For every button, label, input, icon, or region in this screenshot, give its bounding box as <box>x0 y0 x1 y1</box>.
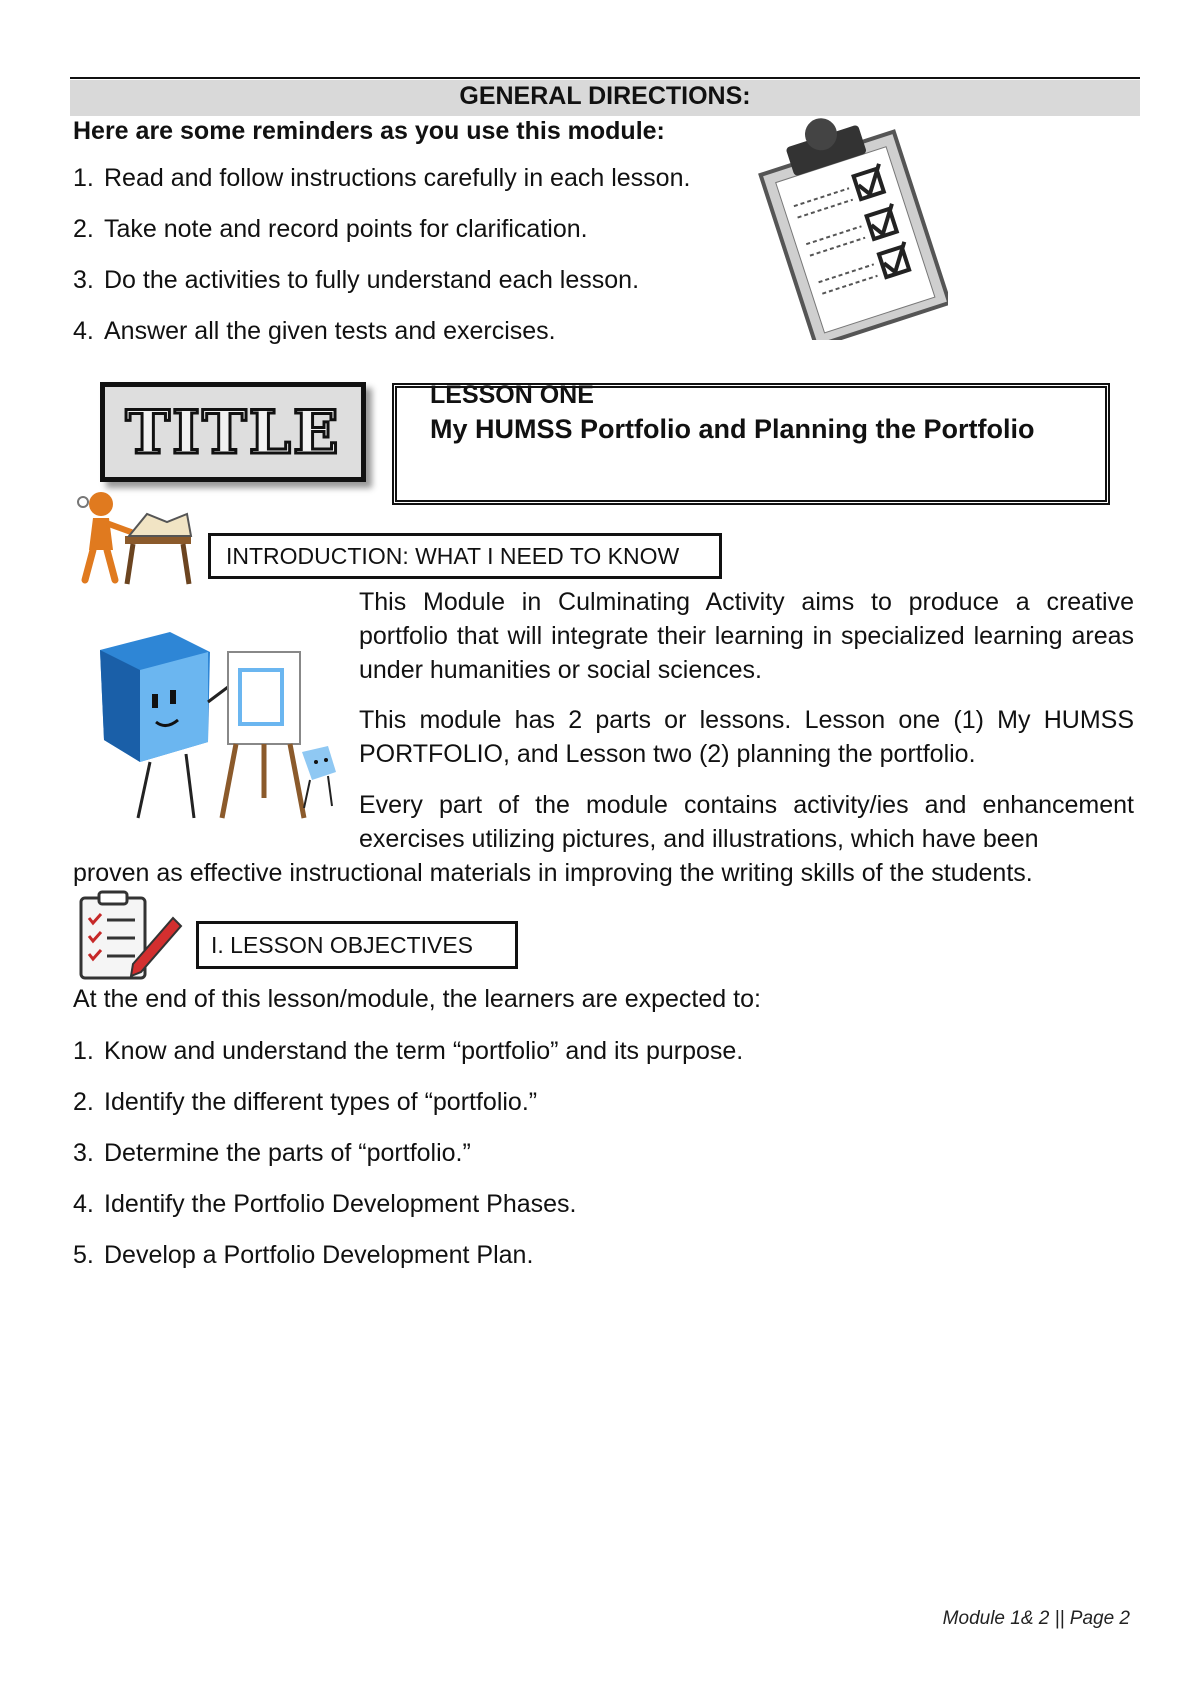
list-item: 4. Answer all the given tests and exercises. <box>73 317 556 345</box>
objectives-list <box>73 1037 743 1292</box>
intro-paragraph-2: This module has 2 parts or lessons. Lesson one (1) My HUMSS PORTFOLIO, and Lesson two (2) planning the portfolio. <box>359 706 1134 768</box>
list-item: 2. Identify the different types of “portfolio.” <box>73 1088 538 1116</box>
introduction-label: INTRODUCTION: WHAT I NEED TO KNOW <box>208 533 722 579</box>
reminders-subheading: Here are some reminders as you use this module: <box>73 117 665 145</box>
title-badge-text: TITLE <box>125 398 341 468</box>
general-directions-heading: GENERAL DIRECTIONS: <box>459 82 751 110</box>
top-rule <box>70 77 1140 79</box>
list-item: 1. Read and follow instructions carefully in each lesson. <box>73 164 691 192</box>
list-item: 4. Identify the Portfolio Development Phases. <box>73 1190 577 1218</box>
list-item: 3. Do the activities to fully understand each lesson. <box>73 266 640 294</box>
reminders-list <box>73 164 690 368</box>
list-item: 5. Develop a Portfolio Development Plan. <box>73 1241 534 1269</box>
intro-paragraph-3: Every part of the module contains activity/ies and enhancement exercises utilizing pictures, and illustrations, which have been <box>359 791 1134 853</box>
clipboard-checklist-icon <box>752 110 948 340</box>
checklist-pencil-icon <box>75 890 185 982</box>
list-item: 3. Determine the parts of “portfolio.” <box>73 1139 471 1167</box>
cube-painter-icon <box>90 622 350 822</box>
reader-figure-icon <box>75 488 200 588</box>
intro-paragraph-1: This Module in Culminating Activity aims to produce a creative portfolio that will integrate their learning in specialized learning areas under humanities or social sciences. <box>359 588 1134 684</box>
title-badge <box>100 382 366 482</box>
list-item: 1. Know and understand the term “portfolio” and its purpose. <box>73 1037 744 1065</box>
lesson-label: LESSON ONE <box>430 384 594 406</box>
page-footer: Module 1& 2 || Page 2 <box>942 1608 1130 1629</box>
lesson-title: My HUMSS Portfolio and Planning the Portfolio <box>430 414 1035 444</box>
objectives-label: I. LESSON OBJECTIVES <box>196 921 518 969</box>
intro-paragraph-3-end: proven as effective instructional materials in improving the writing skills of the students. <box>73 859 1033 887</box>
objectives-intro: At the end of this lesson/module, the learners are expected to: <box>73 985 761 1013</box>
list-item: 2. Take note and record points for clarification. <box>73 215 588 243</box>
